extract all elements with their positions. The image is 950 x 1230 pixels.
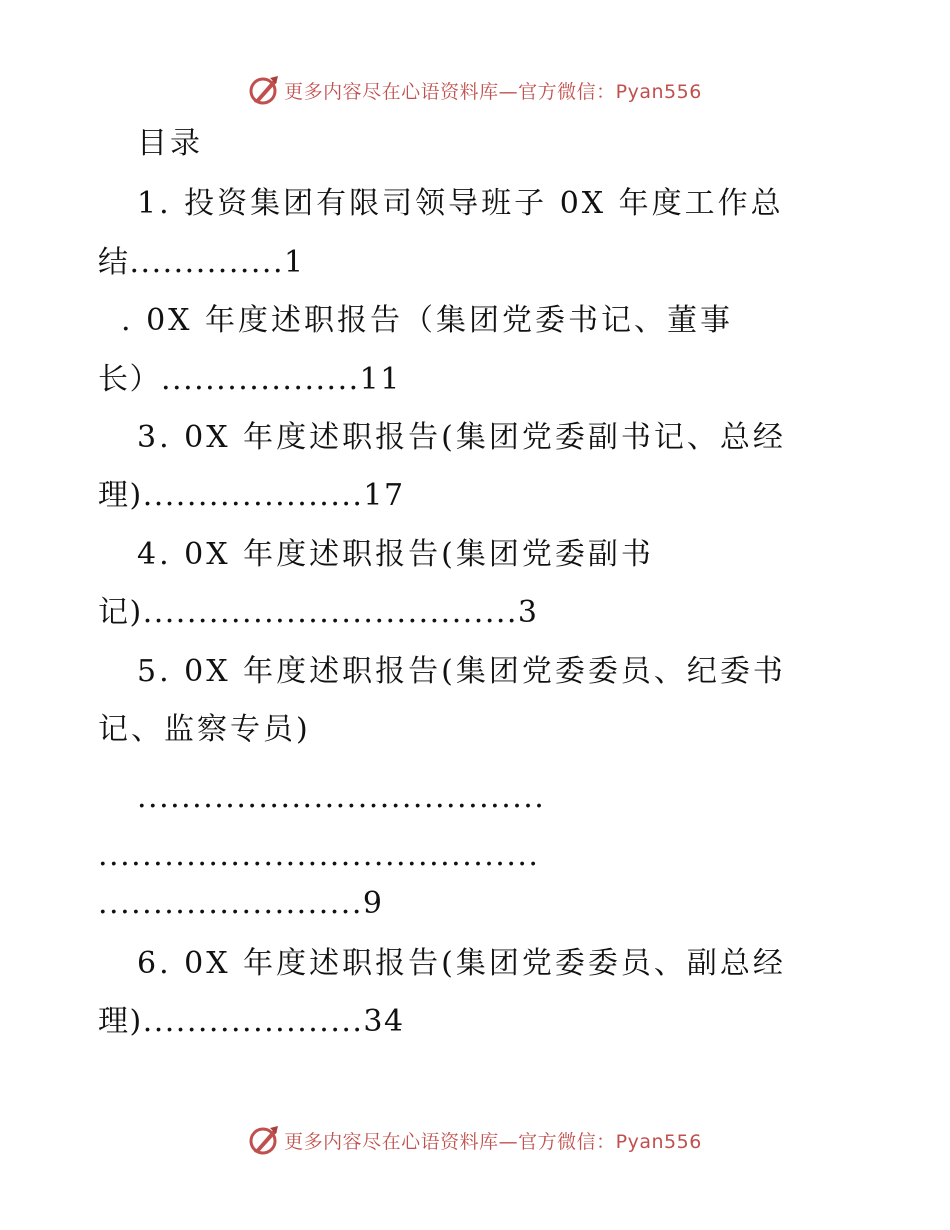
watermark-text: 更多内容尽在心语资料库—官方微信：Pyan556 [284,1130,702,1153]
toc-entry-4: 4. 0X 年度述职报告(集团党委副书 [137,537,654,572]
toc-entry-4-leader: 记)..................................3 [98,595,539,630]
watermark-text: 更多内容尽在心语资料库—官方微信：Pyan556 [284,80,702,103]
toc-entry-1: 1. 投资集团有限司领导班子 0X 年度工作总 [137,186,784,221]
toc-entry-5-continued: 记、监察专员) [98,712,311,747]
toc-entry-3-leader: 理)....................17 [98,478,405,513]
header-watermark [0,70,950,110]
toc-entry-5-leader-c: ........................9 [98,886,384,921]
toc-entry-5: 5. 0X 年度述职报告(集团党委委员、纪委书 [137,654,786,689]
quill-logo-icon [248,1124,280,1156]
toc-entry-5-leader-a: ..................................... [137,780,546,815]
toc-entry-2: . 0X 年度述职报告（集团党委书记、董事 [121,303,734,338]
toc-entry-3: 3. 0X 年度述职报告(集团党委副书记、总经 [137,420,786,455]
toc-entry-2-leader: 长）..................11 [98,362,401,397]
toc-entry-1-leader: 结..............1 [98,245,305,280]
toc-heading: 目录 [137,126,203,161]
quill-logo-icon [248,74,280,106]
toc-entry-6: 6. 0X 年度述职报告(集团党委委员、副总经 [137,946,786,981]
toc-entry-5-leader-b: ........................................ [98,838,540,873]
footer-watermark [0,1120,950,1160]
toc-entry-6-leader: 理)....................34 [98,1004,405,1039]
